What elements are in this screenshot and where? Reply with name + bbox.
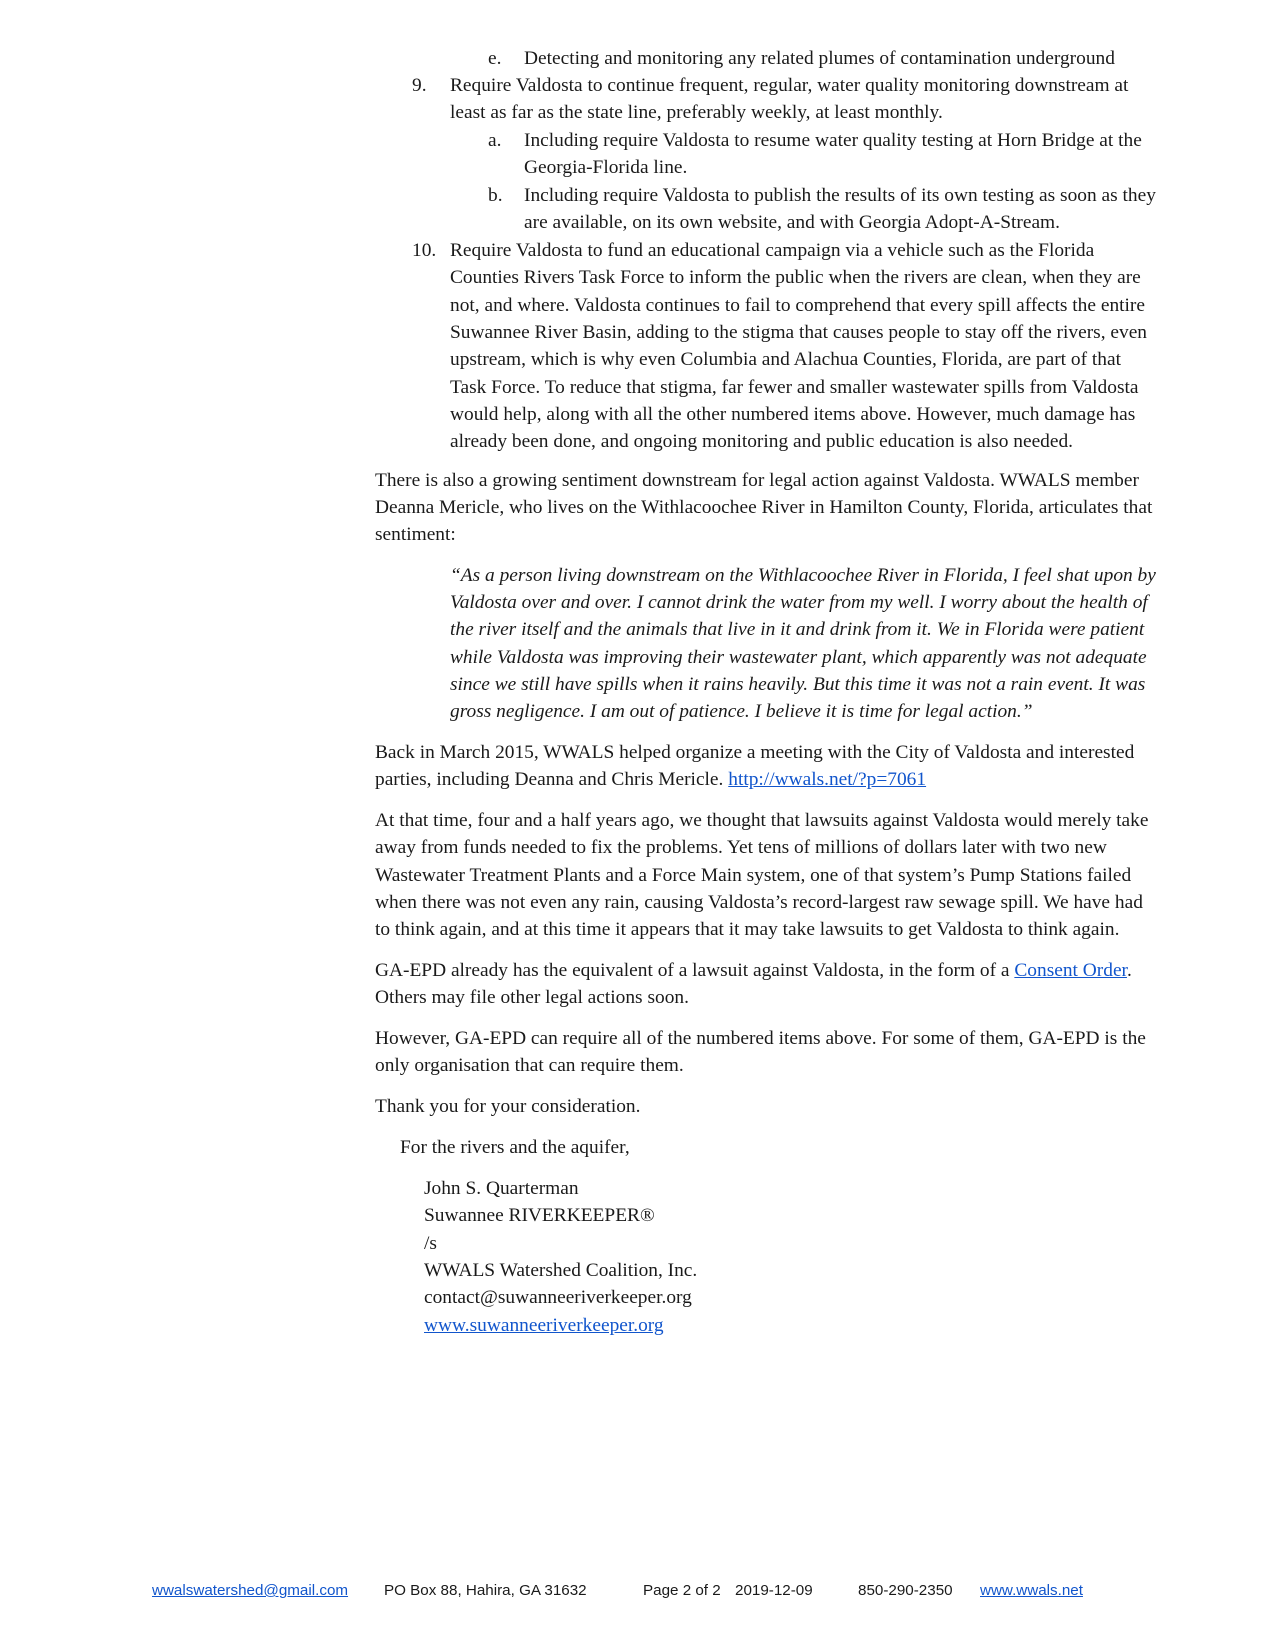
list-item-9a-line: Georgia-Florida line. (524, 157, 688, 178)
signature-closing: For the rivers and the aquifer, (400, 1137, 630, 1158)
blockquote-line: “As a person living downstream on the Withlacoochee River in Florida, I feel shat upon by (450, 565, 1156, 586)
blockquote-line: Valdosta over and over. I cannot drink the water from my well. I worry about the health of (450, 592, 1148, 613)
list-item-e: Detecting and monitoring any related plumes of contamination underground (524, 48, 1115, 69)
paragraph-at-that-time-line: when there was not even any rain, causing Valdosta’s record-largest raw sewage spill. We have had (375, 892, 1143, 913)
paragraph-thanks: Thank you for your consideration. (375, 1096, 641, 1117)
signature-email: contact@suwanneeriverkeeper.org (424, 1287, 692, 1308)
paragraph-at-that-time-line: At that time, four and a half years ago, we thought that lawsuits against Valdosta would merely take (375, 810, 1149, 831)
list-item-10-line: Suwannee River Basin, adding to the stigma that causes people to stay off the rivers, even (450, 322, 1147, 343)
paragraph-consent-line (375, 958, 1132, 985)
list-item-9b-line: Including require Valdosta to publish the results of its own testing as soon as they (524, 185, 1156, 206)
footer-website-link[interactable]: www.wwals.net (980, 1582, 1083, 1599)
paragraph-at-that-time-line: away from funds needed to fix the problems. Yet tens of millions of dollars later with two new (375, 837, 1107, 858)
footer-email-link[interactable]: wwalswatershed@gmail.com (152, 1582, 349, 1599)
list-marker-10: 10. (412, 240, 437, 261)
paragraph-however-line: However, GA-EPD can require all of the numbered items above. For some of them, GA-EPD is the (375, 1028, 1146, 1049)
list-item-10-line: Require Valdosta to fund an educational campaign via a vehicle such as the Florida (450, 240, 1095, 261)
paragraph-march-line: Back in March 2015, WWALS helped organize a meeting with the City of Valdosta and interested (375, 742, 1135, 763)
blockquote-line: while Valdosta was improving their wastewater plant, which apparently was not adequate (450, 647, 1147, 668)
list-marker-9: 9. (412, 75, 427, 96)
meeting-link[interactable]: http://wwals.net/?p=7061 (728, 769, 927, 790)
list-item-10-line: Counties Rivers Task Force to inform the public when the rivers are clean, when they are (450, 267, 1141, 288)
signature-sig: /s (424, 1233, 437, 1254)
list-marker-e: e. (488, 48, 502, 69)
paragraph-march-text: parties, including Deanna and Chris Mericle. (375, 769, 729, 790)
signature-website-link[interactable]: www.suwanneeriverkeeper.org (424, 1315, 664, 1336)
paragraph-sentiment-line: There is also a growing sentiment downstream for legal action against Valdosta. WWALS member (375, 470, 1139, 491)
list-item-10-line: Task Force. To reduce that stigma, far fewer and smaller wastewater spills from Valdosta (450, 377, 1139, 398)
paragraph-sentiment-line: sentiment: (375, 524, 456, 545)
list-item-9-line: least as far as the state line, preferably weekly, at least monthly. (450, 102, 943, 123)
signature-name: John S. Quarterman (424, 1178, 579, 1199)
list-marker-9b: b. (488, 185, 503, 206)
paragraph-march-line (375, 767, 926, 794)
list-item-10-line: already been done, and ongoing monitoring and public education is also needed. (450, 431, 1074, 452)
paragraph-at-that-time-line: Wastewater Treatment Plants and a Force Main system, one of that system’s Pump Stations failed (375, 865, 1132, 886)
blockquote-line: the river itself and the animals that live in it and drink from it. We in Florida were patient (450, 619, 1145, 640)
list-item-9-line: Require Valdosta to continue frequent, regular, water quality monitoring downstream at (450, 75, 1129, 96)
list-item-9b-line: are available, on its own website, and with Georgia Adopt-A-Stream. (524, 212, 1060, 233)
signature-org: WWALS Watershed Coalition, Inc. (424, 1260, 698, 1281)
list-item-10-line: upstream, which is why even Columbia and Alachua Counties, Florida, are part of that (450, 349, 1121, 370)
signature-title: Suwannee RIVERKEEPER® (424, 1205, 655, 1226)
paragraph-consent-period: . (1126, 960, 1132, 981)
blockquote-line: gross negligence. I am out of patience. I believe it is time for legal action.” (450, 701, 1033, 722)
footer-page: Page 2 of 2 (643, 1582, 721, 1599)
consent-order-link[interactable]: Consent Order (1014, 960, 1127, 981)
paragraph-at-that-time-line: to think again, and at this time it appears that it may take lawsuits to get Valdosta to think again. (375, 919, 1120, 940)
paragraph-consent-text: GA-EPD already has the equivalent of a lawsuit against Valdosta, in the form of a (375, 960, 1015, 981)
list-item-9a-line: Including require Valdosta to resume water quality testing at Horn Bridge at the (524, 130, 1142, 151)
paragraph-consent-line: Others may file other legal actions soon. (375, 987, 689, 1008)
footer-phone: 850-290-2350 (858, 1582, 953, 1599)
blockquote-line: since we still have spills when it rains heavily. But this time it was not a rain event. It was (450, 674, 1146, 695)
list-marker-9a: a. (488, 130, 502, 151)
footer-date: 2019-12-09 (735, 1582, 813, 1599)
paragraph-sentiment-line: Deanna Mericle, who lives on the Withlacoochee River in Hamilton County, Florida, articulates that (375, 497, 1153, 518)
list-item-10-line: not, and where. Valdosta continues to fail to comprehend that every spill affects the entire (450, 295, 1145, 316)
list-item-10-line: would help, along with all the other numbered items above. However, much damage has (450, 404, 1136, 425)
footer-address: PO Box 88, Hahira, GA 31632 (384, 1582, 587, 1599)
paragraph-however-line: only organisation that can require them. (375, 1055, 684, 1076)
